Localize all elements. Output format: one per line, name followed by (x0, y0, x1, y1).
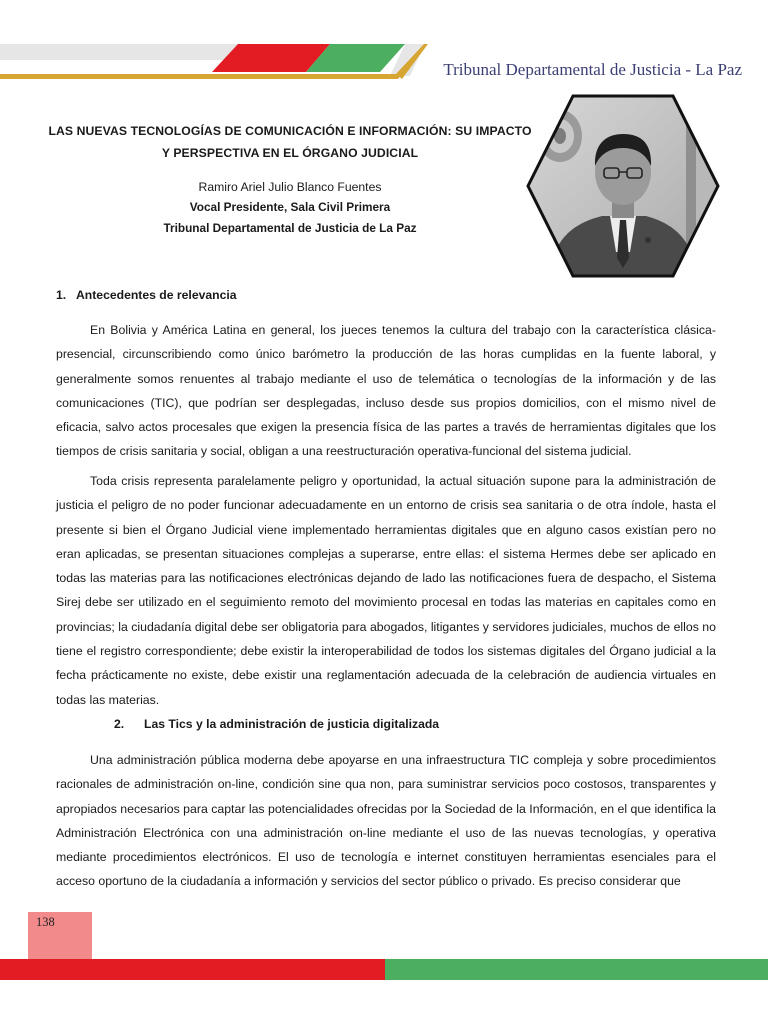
section-number: 2. (114, 717, 125, 731)
section-heading-2 (114, 717, 439, 731)
section-title: Las Tics y la administración de justicia digitalizada (144, 717, 440, 731)
body-paragraph: En Bolivia y América Latina en general, los jueces tenemos la cultura del trabajo con la característica clásica-presencial, circunscribiendo como único barómetro la producción de las horas cumplidas en la fuente laboral, y generalmente somos renuentes al trabajo mediante el uso de telemática o tecnologías de la información y de las comunicaciones (TIC), que podrían ser desplegadas, incluso desde sus propios domicilios, con el mismo nivel de eficacia, salvo actos procesales que exigen la presencia física de las partes a través de herramientas digitales que los tiempos de crisis sanitaria y social, obligan a una reestructuración operativa-funcional del sistema judicial. (56, 323, 716, 459)
body-paragraph: Una administración pública moderna debe apoyarse en una infraestructura TIC compleja y sobre procedimientos racionales de administración on-line, condición sine qua non, para suministrar servicios poco costosos, transparentes y apropiados necesarios para captar las potencialidades ofrecidas por la Sociedad de la Información, en el que identifica la Administración Electrónica con una administración on-line mediante el uso de las nuevas tecnologías, y operativa mediante procedimientos electrónicos. El uso de tecnología e internet constituyen herramientas esenciales para el acceso oportuno de la ciudadanía a información y servicios del sector público o privado. Es preciso considerar que (56, 753, 716, 889)
header-institution-title: Tribunal Departamental de Justicia - La Paz (443, 60, 742, 79)
author-role-2: Tribunal Departamental de Justicia de La Paz (163, 221, 417, 235)
flag-pole (686, 92, 696, 280)
header-decorative-band (0, 0, 768, 96)
header-gold-underline (0, 74, 402, 79)
section-number: 1. (56, 288, 67, 302)
lapel-pin (645, 237, 651, 243)
page-number: 138 (36, 915, 55, 929)
body-paragraph: Toda crisis representa paralelamente peligro y oportunidad, la actual situación supone para la administración de justicia el peligro de no poder funcionar adecuadamente en un entorno de crisis sea sanitaria o de otra índole, hasta el presente si bien el Órgano Judicial viene implementado herramientas digitales que en alguno casos existían pero no eran aplicadas, se presentan situaciones complejas a superarse, entre ellas: el sistema Hermes debe ser aplicado en todas las materias para las notificaciones electrónicas dejando de lado las notificaciones fuera de despacho, el Sistema Sirej debe ser utilizado en el seguimiento remoto del movimiento procesal en todas las materias en capitales como en provincias; la ciudadanía digital debe ser obligatoria para abogados, litigantes y servidores judiciales, muchos de ellos no tiene el registro correspondiente; debe existir la interoperabilidad de todos los sistemas digitales del Órgano judicial a la fecha prácticamente no existe, debe existir una reglamentación adecuada de la celebración de audiencia virtuales en todas las materias. (56, 474, 716, 707)
article-title-line-1: LAS NUEVAS TECNOLOGÍAS DE COMUNICACIÓN E INFORMACIÓN: SU IMPACTO (48, 124, 532, 138)
page-number-box (28, 912, 92, 960)
article-author: Ramiro Ariel Julio Blanco Fuentes (198, 180, 382, 194)
footer-red-band (0, 959, 385, 980)
footer-green-band (385, 959, 768, 980)
section-title: Antecedentes de relevancia (76, 288, 237, 302)
author-role-1: Vocal Presidente, Sala Civil Primera (189, 200, 391, 214)
author-portrait (526, 92, 720, 280)
article-title-line-2: Y PERSPECTIVA EN EL ÓRGANO JUDICIAL (161, 146, 419, 160)
article-title-block (40, 120, 540, 239)
section-heading-1 (56, 288, 237, 302)
